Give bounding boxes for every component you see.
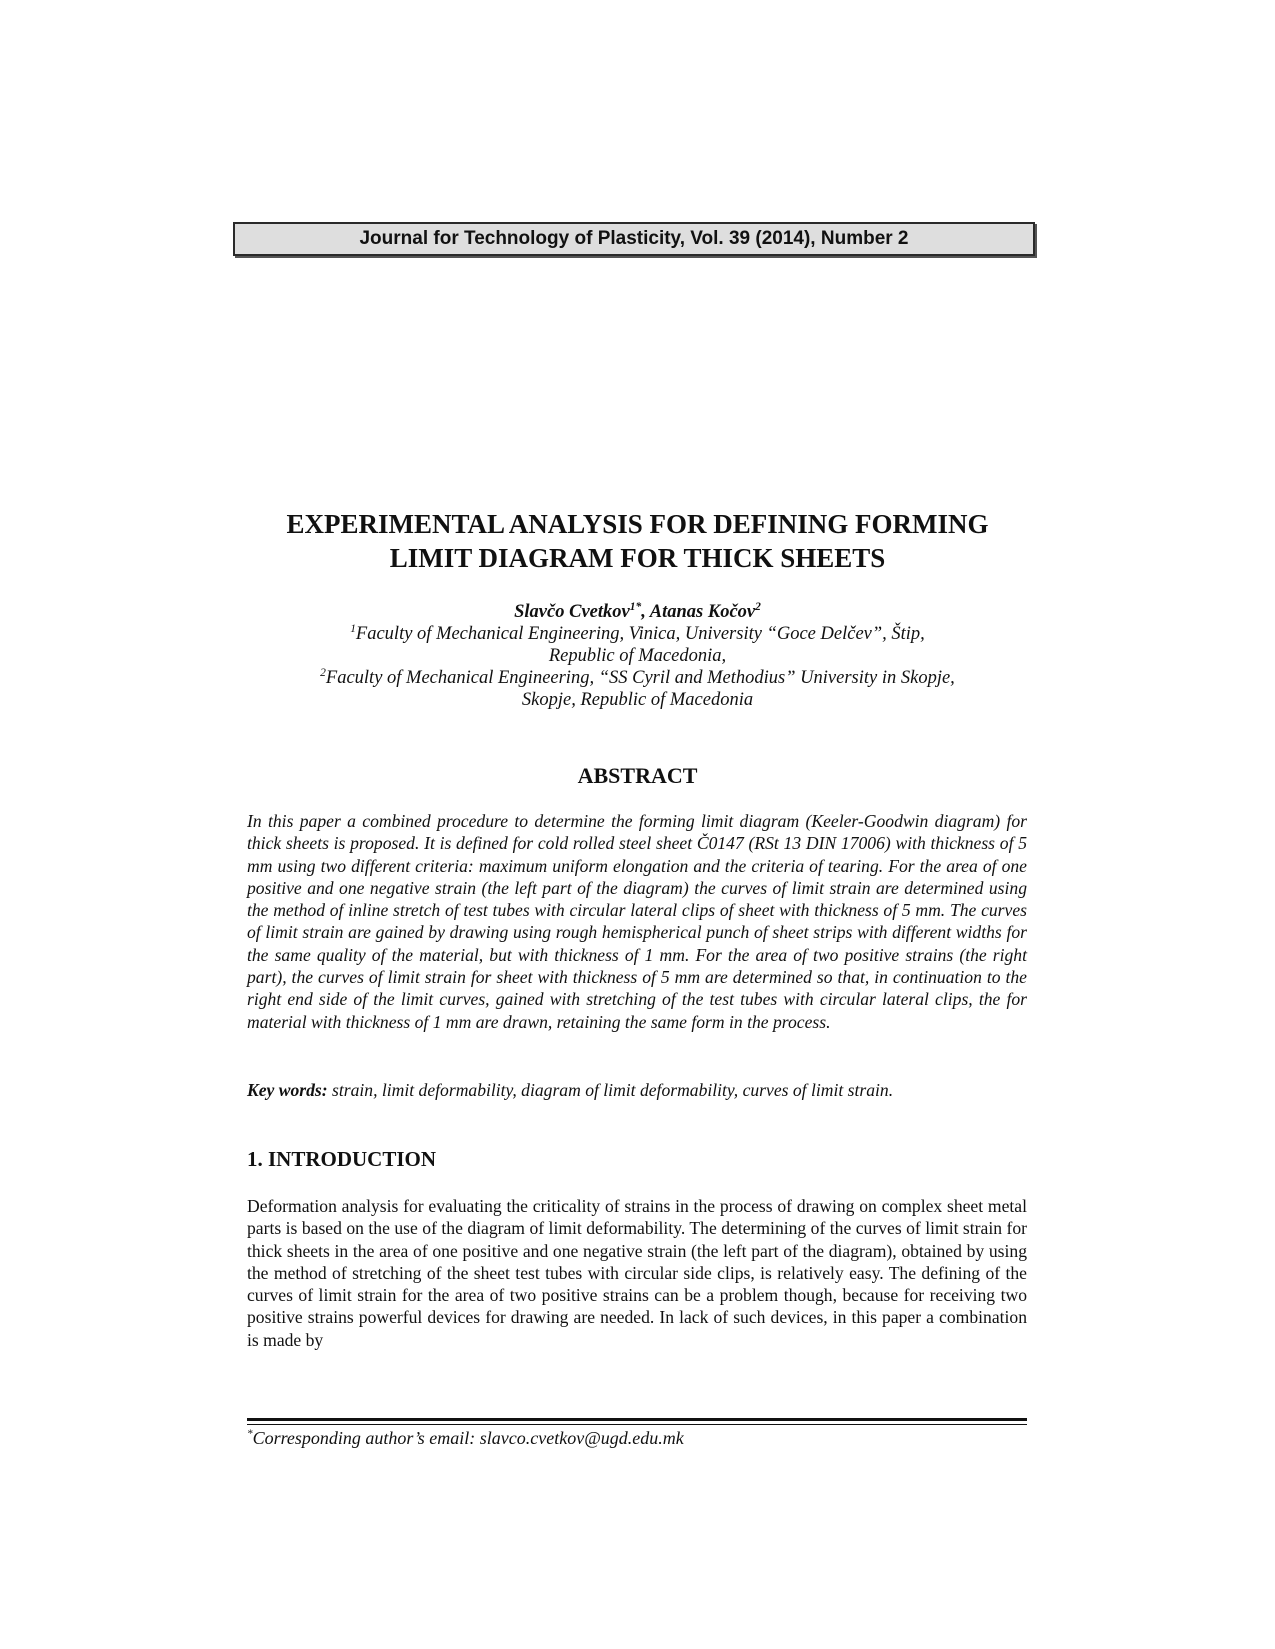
keywords-list: strain, limit deformability, diagram of limit deformability, curves of limit strain. bbox=[327, 1080, 894, 1100]
affiliation-1-line-2: Republic of Macedonia, bbox=[548, 646, 727, 666]
affiliation-2-line-1: Faculty of Mechanical Engineering, “SS Cyril and Methodius” University in Skopje, bbox=[325, 668, 955, 688]
title-line-1: EXPERIMENTAL ANALYSIS FOR DEFINING FORMING bbox=[286, 509, 989, 539]
author-1: Slavčo Cvetkov bbox=[514, 602, 630, 622]
keywords-label: Key words: bbox=[247, 1080, 328, 1100]
affiliation-1-line-1: Faculty of Mechanical Engineering, Vinica, University “Goce Delčev”, Štip, bbox=[355, 624, 925, 644]
author-block bbox=[200, 601, 1075, 711]
title-line-2: LIMIT DIAGRAM FOR THICK SHEETS bbox=[389, 543, 886, 573]
paper-title bbox=[200, 507, 1075, 575]
affiliation-1-sup: 1 bbox=[350, 622, 356, 635]
author-names bbox=[200, 601, 1075, 623]
journal-header bbox=[233, 222, 1035, 256]
author-1-sup: 1* bbox=[629, 600, 642, 613]
journal-title: Journal for Technology of Plasticity, Vol. 39 (2014), Number 2 bbox=[359, 228, 909, 249]
introduction-text: Deformation analysis for evaluating the criticality of strains in the process of drawing on complex sheet metal parts is based on the use of the diagram of limit deformability. The determining of the curves of limit strain for thick sheets in the area of one positive and one negative strain (the left part of the diagram), obtained by using the method of stretching of the sheet test tubes with circular side clips, is relatively easy. The defining of the curves of limit strain for the area of two positive strains can be a problem though, because for receiving two positive strains powerful devices for drawing are needed. In lack of such devices, in this paper a combination is made by bbox=[247, 1196, 1027, 1350]
affiliation-1 bbox=[200, 623, 1075, 645]
affiliation-2 bbox=[200, 667, 1075, 689]
author-separator: , bbox=[641, 602, 650, 622]
footnote-divider bbox=[247, 1418, 1027, 1425]
affiliation-2-sup: 2 bbox=[320, 666, 326, 679]
affiliation-2-line-2: Skopje, Republic of Macedonia bbox=[521, 690, 754, 710]
section-heading-introduction: 1. INTRODUCTION bbox=[247, 1147, 437, 1171]
author-2: Atanas Kočov bbox=[649, 602, 756, 622]
abstract-heading: ABSTRACT bbox=[577, 763, 698, 788]
footnote bbox=[247, 1428, 684, 1449]
keywords bbox=[247, 1079, 1027, 1101]
footnote-sup: * bbox=[247, 1428, 253, 1440]
footnote-text: Corresponding author’s email: slavco.cvetkov@ugd.edu.mk bbox=[252, 1428, 684, 1448]
abstract-text: In this paper a combined procedure to determine the forming limit diagram (Keeler-Goodwin diagram) for thick sheets is proposed. It is defined for cold rolled steel sheet Č0147 (RSt 13 DIN 17006) with thickness of 5 mm using two different criteria: maximum uniform elongation and the criteria of tearing. For the area of one positive and one negative strain (the left part of the diagram) the curves of limit strain are determined using the method of inline stretch of test tubes with circular lateral clips of sheet with thickness of 5 mm. The curves of limit strain are gained by drawing using rough hemispherical punch of sheet strips with different widths for the same quality of the material, but with thickness of 1 mm. For the area of two positive strains (the right part), the curves of limit strain for sheet with thickness of 5 mm are determined so that, in continuation to the right end side of the limit curves, gained with stretching of the test tubes with circular lateral clips, the for material with thickness of 1 mm are drawn, retaining the same form in the process. bbox=[247, 811, 1027, 1032]
author-2-sup: 2 bbox=[755, 600, 761, 613]
